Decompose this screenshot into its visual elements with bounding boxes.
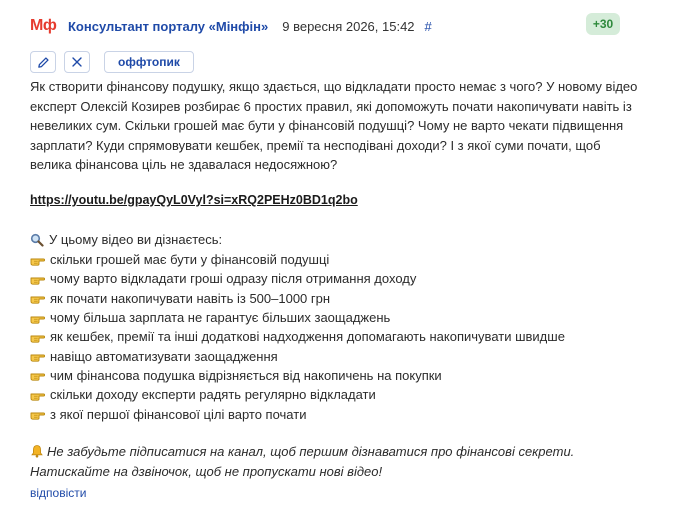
topic-item-text: як почати накопичувати навіть із 500–1000 грн (50, 290, 331, 306)
author-name[interactable]: Консультант порталу «Мінфін» (68, 18, 269, 34)
pointing-hand-icon (30, 292, 45, 304)
pointing-hand-icon (30, 408, 45, 420)
topic-item-text: як кешбек, премії та інші додаткові надходження допомагають накопичувати швидше (50, 329, 565, 345)
topic-item (30, 269, 565, 288)
topic-item (30, 327, 565, 346)
topic-item (30, 385, 565, 404)
topic-item-text: чому більша зарплата не гарантує більших заощаджень (50, 310, 391, 326)
topic-item-text: скільки грошей має бути у фінансовій подушці (50, 252, 330, 268)
magnifier-icon (30, 233, 44, 247)
outro-text (30, 442, 630, 481)
topics-list (30, 250, 565, 424)
close-icon (71, 56, 83, 68)
topic-item-text: чому варто відкладати гроші одразу після отримання доходу (50, 271, 417, 287)
intro-text: У цьому відео ви дізнаєтесь: (49, 232, 223, 247)
topic-item (30, 289, 565, 308)
outro-sentence: Не забудьте підписатися на канал, щоб першим дізнаватися про фінансові секрети. Натискайте на дзвіночок, щоб не пропускати нові відео! (30, 444, 575, 479)
topic-item (30, 346, 565, 365)
pointing-hand-icon (30, 254, 45, 266)
bell-icon (30, 444, 44, 458)
delete-button[interactable] (64, 51, 90, 73)
minfin-logo: Мф (30, 17, 57, 34)
pencil-icon (37, 56, 50, 69)
intro-line (30, 232, 222, 247)
pointing-hand-icon (30, 331, 45, 343)
youtube-link[interactable]: https://youtu.be/gpayQyL0Vyl?si=xRQ2PEHz0BD1q2bo (30, 193, 358, 207)
topic-item (30, 250, 565, 269)
pointing-hand-icon (30, 273, 45, 285)
topic-item (30, 366, 565, 385)
topic-item-text: скільки доходу експерти радять регулярно відкладати (50, 387, 376, 403)
permalink-hash[interactable]: # (424, 18, 432, 34)
pointing-hand-icon (30, 389, 45, 401)
topic-item-text: навіщо автоматизувати заощадження (50, 348, 278, 364)
offtopic-tag[interactable]: оффтопик (104, 51, 194, 73)
edit-button[interactable] (30, 51, 56, 73)
topic-item (30, 308, 565, 327)
post-toolbar (30, 51, 194, 73)
pointing-hand-icon (30, 350, 45, 362)
reply-link[interactable]: відповісти (30, 486, 87, 500)
rating-badge[interactable]: +30 (586, 13, 620, 35)
pointing-hand-icon (30, 312, 45, 324)
topic-item-text: чим фінансова подушка відрізняється від накопичень на покупки (50, 367, 442, 383)
post-body-text: Як створити фінансову подушку, якщо здається, що відкладати просто немає з чого? У новому відео експерт Олексій Козирев розбирає 6 простих правил, які допоможуть почати накопичувати навіть із невеликих сум. Скільки грошей має бути у фінансовій подушці? Чому не варто чекати підвищення зарплати? Куди спрямовувати кешбек, премії та несподівані доходи? І з якої суми почати, щоб велика фінансова ціль не здавалася недосяжною? (30, 79, 638, 172)
post-date: 9 вересня 2026, 15:42 (282, 18, 415, 34)
pointing-hand-icon (30, 369, 45, 381)
topic-item-text: з якої першої фінансової цілі варто почати (50, 406, 307, 422)
topic-item (30, 404, 565, 423)
